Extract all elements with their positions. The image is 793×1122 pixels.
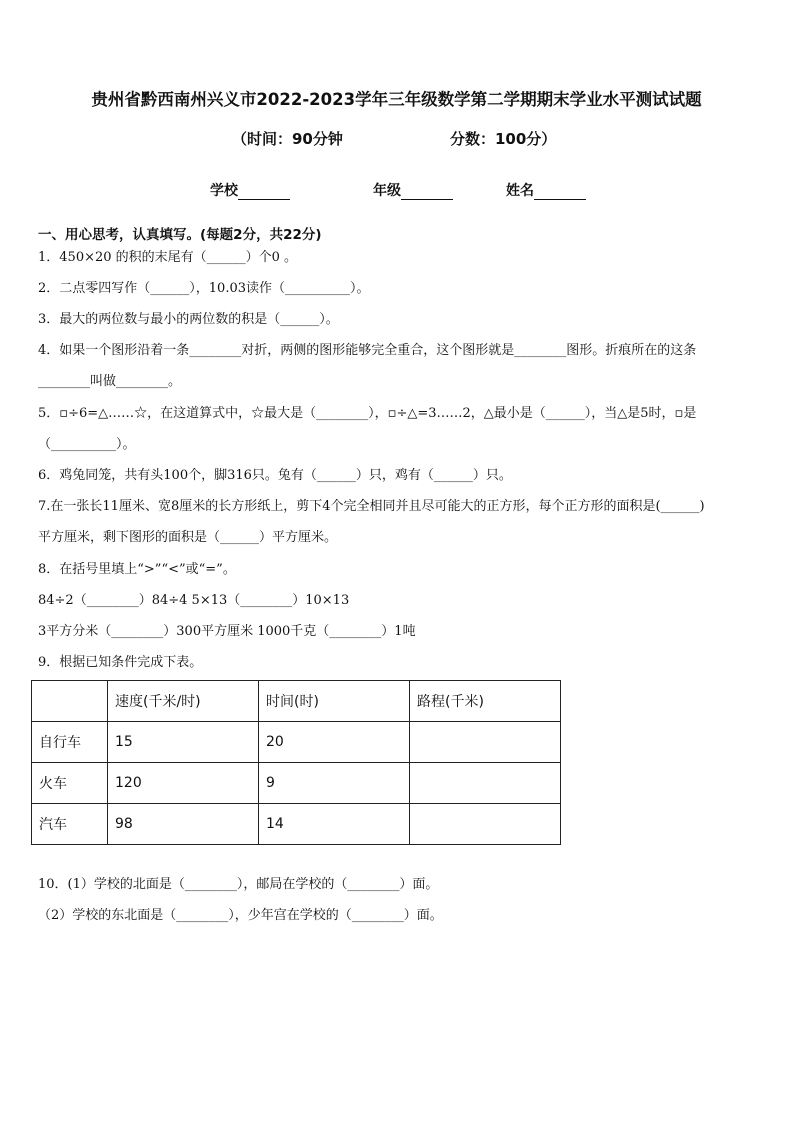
name-label: 姓名: [506, 183, 534, 199]
table-cell: 9: [259, 763, 410, 804]
table-row: [32, 722, 561, 763]
question-10-line-1: 10．(1）学校的北面是（________），邮局在学校的（________）面。: [38, 877, 439, 892]
question-4-line-1: 4．如果一个图形沿着一条________对折，两侧的图形能够完全重合，这个图形就是________图形。折痕所在的这条: [38, 343, 697, 358]
question-7-line-1: 7.在一张长11厘米、宽8厘米的长方形纸上，剪下4个完全相同并且尽可能大的正方形，每个正方形的面积是(______): [38, 499, 705, 514]
table-cell: 汽车: [32, 804, 108, 845]
exam-time: （时间：90分钟: [232, 130, 343, 148]
table-cell: 自行车: [32, 722, 108, 763]
table-cell: 20: [259, 722, 410, 763]
table-header-cell: 时间(时): [259, 681, 410, 722]
question-10-line-2: （2）学校的东北面是（________），少年宫在学校的（________）面。: [38, 908, 443, 923]
question-4-line-2: ________叫做________。: [38, 374, 182, 389]
question-5-line-1: 5．▫÷6=△……☆，在这道算式中，☆最大是（________），▫÷△=3……2，△最小是（______），当△是5时，▫是: [38, 406, 697, 421]
school-field: [210, 180, 290, 200]
question-8: 8．在括号里填上“>”“<”或“=”。: [38, 562, 236, 577]
table-cell[interactable]: [410, 804, 561, 845]
exam-score: 分数：100分）: [450, 130, 557, 148]
table-cell: 15: [108, 722, 259, 763]
name-field: [506, 180, 586, 200]
table-cell[interactable]: [410, 763, 561, 804]
table-row: [32, 804, 561, 845]
table-cell: 14: [259, 804, 410, 845]
table-cell[interactable]: [410, 722, 561, 763]
table-row: [32, 763, 561, 804]
question-5-line-2: （__________）。: [38, 437, 136, 452]
page-title: 贵州省黔西南州兴义市2022-2023学年三年级数学第二学期期末学业水平测试试题: [91, 90, 702, 109]
question-2: 2．二点零四写作（______），10.03读作（__________）。: [38, 281, 370, 296]
question-3: 3．最大的两位数与最小的两位数的积是（______）。: [38, 312, 339, 327]
school-blank: [238, 185, 290, 200]
question-8-row-1: 84÷2（________）84÷4 5×13（________）10×13: [38, 593, 350, 608]
grade-label: 年级: [373, 183, 401, 199]
table-cell: 火车: [32, 763, 108, 804]
table-cell: 120: [108, 763, 259, 804]
question-6: 6．鸡兔同笼，共有头100个，脚316只。兔有（______）只，鸡有（______）只。: [38, 468, 512, 483]
grade-field: [373, 180, 453, 200]
question-9: 9．根据已知条件完成下表。: [38, 655, 203, 670]
table-header-cell: 速度(千米/时): [108, 681, 259, 722]
speed-table: [31, 680, 561, 845]
question-7-line-2: 平方厘米，剩下图形的面积是（______）平方厘米。: [38, 530, 338, 545]
table-header-row: [32, 681, 561, 722]
table-cell: 98: [108, 804, 259, 845]
question-1: 1．450×20 的积的末尾有（______）个0 。: [38, 250, 298, 265]
grade-blank: [401, 185, 453, 200]
name-blank: [534, 185, 586, 200]
school-label: 学校: [210, 183, 238, 199]
table-header-cell: 路程(千米): [410, 681, 561, 722]
section-heading: 一、用心思考，认真填写。(每题2分，共22分): [38, 227, 322, 243]
question-8-row-2: 3平方分米（________）300平方厘米 1000千克（________）1吨: [38, 624, 416, 639]
table-header-cell: [32, 681, 108, 722]
